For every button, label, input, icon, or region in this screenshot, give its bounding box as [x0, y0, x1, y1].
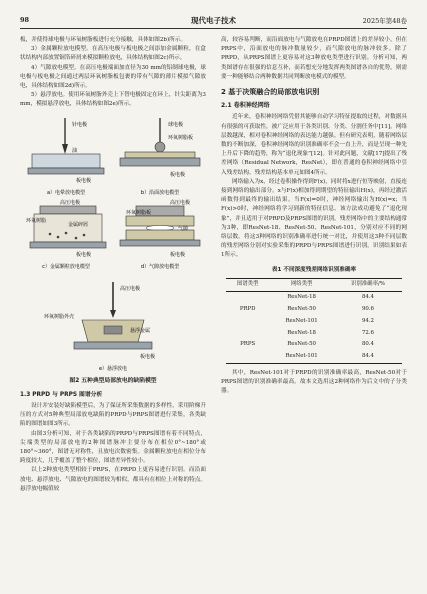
table-cell: ResNet-18	[287, 294, 316, 301]
caption-b: b）沿面放电模型	[140, 189, 180, 196]
issue-info: 2025年第48卷	[362, 17, 407, 25]
table-cell: PRPS	[240, 341, 256, 348]
table-header: 图谱类型	[236, 281, 259, 288]
figure-caption: 图2 五种典型局部放电的缺陷模型	[69, 377, 157, 384]
label-oil: 油	[72, 147, 78, 154]
right-column	[221, 36, 407, 396]
page-number: 98	[20, 16, 30, 24]
label-debris: 金属碎屑	[68, 221, 89, 228]
label-epoxy-c: 环氧树脂	[26, 217, 47, 224]
label-plate: 板电极	[76, 177, 92, 184]
table-cell: 94.2	[361, 317, 374, 324]
label-float: 悬浮金属	[130, 327, 151, 334]
table-cell: ResNet-101	[285, 317, 318, 324]
table-cell: ResNet-50	[287, 341, 316, 348]
table-cell: 80.4	[361, 341, 374, 348]
table-cell: 84.4	[361, 353, 374, 360]
paragraph: 设计并安装好缺陷模型后，为了保证所采集数据的多样性，采用阶梯升压的方式对5种典型局部放电缺陷的PRPD与PRPS图谱进行采集，各类缺陷的图谱如图3所示。	[20, 403, 206, 428]
caption-d: d）气隙放电模型	[140, 263, 180, 270]
left-column	[20, 36, 206, 494]
section-heading: 2 基于决策融合的局部放电识别	[221, 88, 320, 97]
label-hv-c: 高压电极	[60, 199, 81, 206]
label-plate-c: 板电极	[76, 251, 92, 258]
caption-e: e）悬浮放电	[98, 365, 128, 372]
journal-title: 现代电子技术	[191, 16, 236, 25]
table-cell: PRPD	[239, 305, 256, 312]
table-cell: 72.6	[361, 329, 374, 336]
accuracy-table	[226, 278, 402, 364]
defect-models-diagram	[20, 114, 206, 374]
label-epoxy-d: 环氧树脂板	[126, 209, 152, 216]
table-row	[226, 327, 402, 339]
table-header-row	[226, 278, 402, 291]
paragraph: 3）金属颗粒放电模型。在高压电极与板电极之间添加金属颗粒，在盒状结构内部放置铜箔碎屑来模拟颗粒放电，具体结构如图2c)所示。	[20, 46, 206, 62]
label-gap: 气隙	[178, 225, 189, 232]
label-epoxy: 环氧树脂板	[168, 134, 194, 141]
table-cell: 90.6	[361, 305, 374, 312]
label-shell: 环氧树脂外壳	[44, 313, 75, 320]
caption-a: a）电晕放电模型	[46, 189, 86, 196]
figure-2	[20, 114, 206, 374]
paragraph: 网络输入为x，经过卷积操作得到F(x)，同时将x进行恒等映射，直接连接到网络的输出部分。x与F(x)相加得到期望的特征输出H(x)，再经过激活函数得到最终的输出结果。当F(x)=0时，神经网络输出为H(x)=x；当F(x)>0时，神经网络将学习到新的特征信息。该方法成功避免了“退化现象”，并且适用于对PRPD及PRPS图谱的识别。残差网络中的主要结构通常为3种，即ResNet-18、ResNet-50、ResNet-101，分别对应不同的网络层数。将这3种网络的识别准确率进行统一对比，并使用这3种不同层数的残差网络分别对实验采集的PRPD与PRPS图谱进行识别，识别结果如表1所示。	[221, 178, 407, 259]
running-header	[20, 14, 407, 29]
particle-model	[26, 199, 106, 270]
paragraph: 近年来，卷积神经网络凭借其能够自动学习特征提取的过程，对数据具有很强的可获取性，被广泛应用于各类识别、分类、分割任务中[11]。网络层数越深，相对卷积神经网络的表达能力越强。但有研究表明，随着网络层数的不断加深，卷积神经网络的识别准确率不会一直上升，而是呈现一种先上升后下降的趋势，称为“退化现象”[12]。针对此问题，文献[17]提出了残差网络（Residual Network，ResNet），即在普通的卷积神经网络中引入残差结构。残差结构基本单元如图4所示。	[221, 114, 407, 176]
subsection-heading: 2.1 卷积神经网络	[221, 102, 270, 110]
table-header: 识别准确率/%	[351, 281, 385, 288]
label-hv-d: 高压电极	[170, 199, 191, 206]
label-ball: 球电极	[168, 121, 184, 128]
table-header: 网络类型	[290, 281, 313, 288]
table-cell: 84.4	[361, 294, 374, 301]
paragraph: 以上2种放电类型相较于PRPS，在PRPD上更容易进行识别。而沿面放电、悬浮放电、气隙放电的图谱较为相似，都具有在相位上对称的特点。悬浮放电幅值较	[20, 467, 206, 492]
floating-model	[44, 282, 155, 372]
table-cell: ResNet-18	[287, 329, 316, 336]
paragraph: 由图3分析可知，对于各类缺陷的PRPD与PRPS图谱有着不同特点，尖端类型的局部放电的2种图谱脉冲主要分布在相位0°~180°或180°~360°，图谱无对称性，且放电次数密集。金属颗粒放电在相位分布跨度较大，几乎覆盖了整个相位，图谱差异性较小。	[20, 430, 206, 465]
paragraph: 4）气隙放电模型。在高压电极端面加直径为30 mm的铝制球电极，球电极与板电极之间通过两层环氧树脂板包裹的带有气隙的薄片模拟气隙放电，具体结构如图2d)所示。	[20, 64, 206, 90]
table-caption: 表1 不同深度残差网络识别准确率	[271, 266, 357, 273]
gap-model	[120, 199, 200, 270]
caption-c: c）金属颗粒放电模型	[42, 263, 90, 270]
corona-model	[28, 118, 104, 196]
paragraph: 板，并使得球电极与环氧树脂板进行充分接触，具体如图2b)所示。	[20, 37, 186, 43]
surface-model	[120, 118, 200, 196]
paragraph: 5）悬浮放电。使用环氧树脂外壳上下替电极固定在环上，针尖距离为3 mm，模拟悬浮放电，具体结构如图2e)所示。	[20, 92, 206, 108]
paragraph: 其中，ResNet-101对于PRPD的识别准确率最高，ResNet-50对于PRPS图谱的识别准确率最高。故本文选用这2种网络作为后文中的子分类器。	[221, 369, 407, 395]
paragraph: 高，较容易判断，而沿面放电与气隙放电在PRPD图谱上的差异较小，但在PRPS中，沿面放电的脉冲数量较少，而气隙放电的脉冲较多。除了PRPD，从PRPS图谱上更容易对这3种放电类型进行识别。分析可知，两类图谱存在很强的信息互补，而若想充分地发挥两类图谱各自的优势，则需要一种能够结合两种数据共同判断放电模式的模型。	[221, 37, 407, 80]
label-hv-e: 高压电极	[120, 285, 141, 292]
table-cell: ResNet-101	[285, 353, 318, 360]
label-plate-b: 板电极	[170, 171, 186, 178]
subsection-heading: 1.3 PRPD 与 PRPS 图谱分析	[20, 391, 103, 398]
label-plate-d: 板电极	[170, 251, 186, 258]
table-cell: ResNet-50	[287, 305, 316, 312]
label-needle: 针电极	[72, 121, 88, 128]
label-plate-e: 板电极	[140, 353, 156, 360]
table-row	[226, 291, 402, 303]
